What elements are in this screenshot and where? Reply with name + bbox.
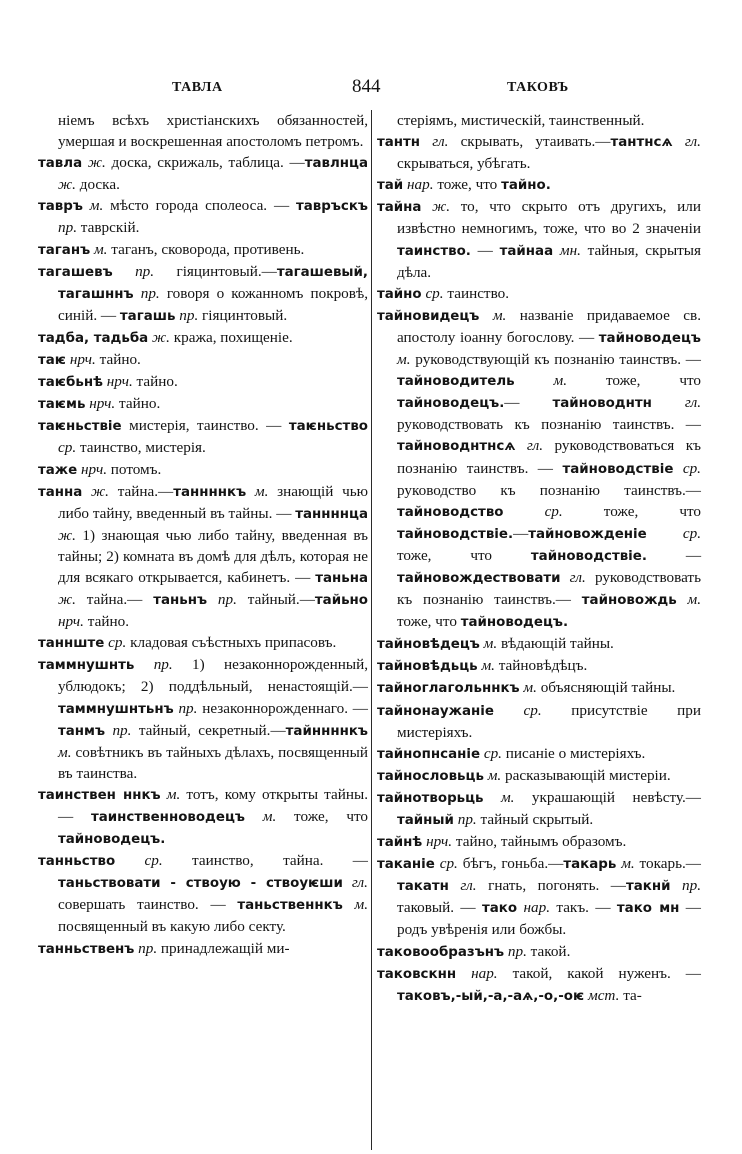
headword: тайннннкъ	[285, 723, 368, 739]
dictionary-entry	[38, 850, 368, 937]
definition-text: таврскій.	[76, 219, 140, 237]
definition-text: названіе придаваемое св. апостолу іоанну богослову. —	[397, 306, 701, 346]
definition-text: незаконнорожденнаго. —	[197, 699, 368, 717]
grammar-label: гл.	[672, 133, 701, 151]
definition-text: тоже, что	[397, 546, 531, 564]
definition-text: тайный.—	[236, 591, 315, 609]
definition-text: кладовая съѣстныхъ припасовъ.	[126, 634, 337, 652]
grammar-label: м.	[514, 372, 568, 390]
definition-text: такой.	[526, 942, 571, 960]
dictionary-entry	[377, 765, 701, 787]
definition-text: 1) знающая чью либо тайну, введенная въ тайны; 2) комната въ домѣ для дѣлъ, которая не для всякаго открывается, кабинетъ. —	[58, 526, 368, 586]
headword: таѥньство	[288, 419, 368, 435]
headword: тайьно	[314, 593, 368, 609]
headword: тайноводство	[397, 504, 504, 520]
definition-text: тайно.	[115, 395, 161, 413]
definition-text: такъ. —	[550, 899, 617, 917]
grammar-label: м.	[479, 306, 507, 324]
dictionary-entry	[377, 131, 701, 174]
grammar-label: пр.	[112, 262, 155, 280]
definition-text: тайно.	[95, 351, 141, 369]
headword: тайноводецъ.	[58, 832, 166, 848]
headword: тайный	[397, 813, 454, 828]
dictionary-entry	[377, 853, 701, 940]
definition-text: руководствовать къ познанію таинствъ. —	[397, 416, 701, 434]
headword: тайновидецъ	[377, 308, 480, 324]
dictionary-entry	[377, 655, 701, 677]
grammar-label: пр.	[134, 656, 173, 674]
headword: тайноводнтнсѧ	[397, 439, 516, 455]
definition-text: объясняющій тайны.	[536, 679, 676, 697]
headword: таѥбьнѣ	[38, 375, 103, 391]
definition-text: руководствующій къ познанію таинствъ. —	[410, 351, 701, 369]
definition-text: совѣтникъ въ тайныхъ дѣлахъ, посвященный въ таинства.	[58, 743, 368, 782]
grammar-label: ср.	[421, 284, 444, 302]
definition-text: —	[470, 241, 500, 259]
grammar-label: пр.	[133, 284, 160, 302]
definition-text: присутствіе при мистеріяхъ.	[397, 701, 701, 741]
headword: тагашевъ	[38, 264, 113, 280]
dictionary-entry	[38, 261, 368, 327]
headword: тайно	[377, 286, 422, 302]
headword: таканіе	[377, 857, 435, 873]
grammar-label: пр.	[207, 591, 237, 609]
dictionary-entry	[38, 393, 368, 415]
dictionary-entry	[377, 110, 701, 131]
headword: тайнаа	[499, 243, 554, 259]
grammar-label: гл.	[651, 394, 701, 412]
grammar-label: пр.	[504, 942, 527, 960]
definition-text: то, что скрыто отъ другихъ, или извѣстно немногимъ, тоже, что во 2 значеніи	[397, 198, 701, 238]
headword: таньнъ	[153, 593, 208, 609]
definition-text: стеріямъ, мистическій, таинственный.	[397, 112, 645, 129]
definition-text: таинство.	[443, 284, 510, 302]
dictionary-entry	[38, 371, 368, 393]
headword: таннннца	[295, 506, 368, 522]
grammar-label: пр.	[453, 811, 477, 828]
dictionary-entry	[38, 239, 368, 261]
grammar-label: пр.	[175, 306, 199, 324]
dictionary-entry	[38, 327, 368, 349]
headword: таньна	[315, 570, 368, 586]
dictionary-entry	[377, 305, 701, 633]
definition-text: тайно.	[132, 373, 178, 391]
definition-text: 1) незаконнорожденный, ублюдокъ; 2) поддѣльный, ненастоящій.—	[58, 656, 368, 696]
grammar-label: ср.	[434, 855, 458, 873]
dictionary-entry	[38, 784, 368, 850]
definition-text: тоже, что	[397, 613, 461, 631]
grammar-label: нар.	[517, 899, 550, 917]
dictionary-entry	[377, 787, 701, 831]
grammar-label: пр.	[134, 939, 158, 957]
left-column	[38, 110, 368, 960]
headword: танньство	[38, 854, 116, 870]
headword: тайновѣдьць	[377, 659, 478, 675]
grammar-label: гл.	[342, 874, 368, 892]
dictionary-entry	[38, 152, 368, 195]
headword: тантн	[377, 135, 421, 151]
grammar-label: ср.	[480, 744, 502, 762]
headword: таѥмь	[38, 397, 86, 413]
headword: таннннкъ	[173, 484, 247, 500]
headword: таньственнкъ	[237, 898, 343, 914]
headword: тайновожденіе	[528, 526, 647, 542]
definition-text: такой, какой нуженъ. —	[497, 964, 701, 982]
headword: тайноводецъ	[598, 330, 701, 346]
headword: тайноводнтн	[552, 396, 652, 412]
definition-text: мистерія, таинство. —	[121, 417, 289, 435]
headword: тавла	[38, 156, 83, 172]
definition-text: знающій чью либо тайну, введенный въ тайны. —	[58, 482, 369, 522]
headword: тагашь	[119, 308, 176, 324]
headword: тавръ	[38, 199, 83, 215]
grammar-label: нрч.	[85, 395, 116, 413]
definition-text: — родъ увѣренія или божбы.	[397, 899, 701, 939]
definition-text: мѣсто города сполеоса. —	[103, 197, 296, 215]
headword: тантнсѧ	[610, 135, 673, 151]
grammar-label: ж.	[421, 198, 451, 216]
grammar-label: м.	[90, 240, 108, 258]
grammar-label: пр.	[58, 219, 77, 237]
headword: тайно.	[501, 178, 551, 194]
headword: тайнѣ	[377, 835, 423, 851]
definition-text: руководствоваться къ познанію таинствъ. —	[397, 437, 701, 477]
grammar-label: м.	[244, 808, 277, 825]
grammar-label: м.	[477, 657, 495, 675]
headword: тайноводецъ.	[460, 615, 569, 631]
grammar-label: м.	[616, 855, 635, 873]
dictionary-entry	[377, 831, 701, 853]
headword: тайноводецъ.	[397, 396, 505, 412]
headword: тайновождествовати	[397, 570, 561, 586]
definition-text: токарь.—	[634, 855, 701, 873]
dictionary-entry	[38, 459, 368, 481]
grammar-label: м.	[160, 785, 181, 803]
grammar-label: м.	[82, 197, 104, 215]
definition-text: гіяцинтовый.—	[154, 262, 277, 280]
grammar-label: ср.	[646, 524, 701, 542]
headword: таѥ	[38, 353, 67, 369]
definition-text: руководствовать къ познанію таинствъ.—	[397, 568, 701, 609]
grammar-label: нрч.	[422, 833, 453, 851]
grammar-label: ср.	[58, 439, 77, 457]
definition-text: —	[646, 546, 702, 564]
headword: тайноводствіе.	[397, 526, 514, 542]
dictionary-entry	[38, 110, 368, 152]
headword: таинственноводецъ	[91, 810, 245, 825]
definition-text: тайный, секретный.—	[131, 721, 286, 739]
grammar-label: гл.	[420, 133, 449, 151]
headword: таинство.	[397, 243, 471, 259]
grammar-label: м.	[342, 896, 369, 914]
headword: таѥньствіе	[38, 419, 122, 435]
grammar-label: м.	[519, 679, 537, 697]
dictionary-entry	[38, 415, 368, 458]
dictionary-entry	[377, 700, 701, 743]
grammar-label: нрч.	[66, 351, 96, 369]
definition-text: тайна.—	[75, 591, 154, 609]
headword: таже	[38, 462, 78, 478]
headword: тадба, тадьба	[38, 330, 149, 346]
headword: тайноводствіе.	[530, 548, 647, 564]
grammar-label: ж.	[82, 482, 109, 500]
definition-text: гнать, погонять. —	[476, 877, 626, 895]
grammar-label: ср.	[503, 502, 563, 520]
headword: таганъ	[38, 242, 91, 258]
headword: такатн	[397, 879, 449, 895]
headword: такарь	[563, 857, 617, 873]
definition-text: писаніе о мистеріяхъ.	[501, 744, 646, 762]
grammar-label: м.	[676, 591, 702, 609]
definition-text: украшающій невѣсту.—	[514, 788, 701, 806]
grammar-label: м.	[479, 635, 498, 653]
headword: таковъ,-ый,-а,-аѧ,-о,-оѥ	[397, 988, 585, 1004]
definition-text: тоже, что	[567, 372, 701, 390]
headword: тавръскъ	[295, 199, 368, 215]
page-header	[0, 76, 742, 102]
definition-text: —	[513, 524, 529, 542]
headword: тако	[482, 901, 518, 917]
definition-text: доска.	[75, 176, 120, 194]
definition-text: кража, похищеніе.	[169, 328, 293, 346]
definition-text: таковый. —	[397, 899, 482, 917]
definition-text: принадлежащій ми-	[157, 939, 290, 957]
grammar-label: ср.	[673, 459, 701, 477]
grammar-label: гл.	[560, 568, 586, 586]
right-column	[377, 110, 701, 1007]
headword: тайнонаужаніе	[377, 703, 494, 719]
headword: тайнопнсаніе	[377, 746, 481, 762]
headword: таммнушнтьнъ	[58, 701, 174, 717]
dictionary-entry	[377, 196, 701, 282]
definition-text: гіяцинтовый.	[198, 306, 288, 324]
headword: тавлнца	[304, 156, 368, 172]
header-right-word: ТАКОВЪ	[507, 80, 569, 95]
definition-text: та-	[619, 986, 642, 1004]
definition-text: тайно.	[83, 613, 129, 631]
dictionary-entry	[377, 283, 701, 305]
definition-text: расказывающій мистеріи.	[501, 766, 671, 784]
grammar-label: гл.	[515, 437, 544, 455]
grammar-label: мн.	[553, 241, 581, 259]
definition-text: вѣдающій тайны.	[497, 635, 614, 653]
dictionary-entry	[377, 633, 701, 655]
grammar-label: нрч.	[102, 373, 133, 391]
definition-text: таинство, тайна. —	[162, 852, 368, 870]
definition-text: —	[504, 394, 553, 412]
column-divider	[371, 110, 372, 1150]
definition-text: тотъ, кому открыты тайны. —	[58, 785, 368, 825]
definition-text: тайно, тайнымъ образомъ.	[452, 833, 627, 851]
dictionary-entry	[38, 938, 368, 960]
definition-text: тайна.—	[108, 482, 174, 500]
grammar-label: нрч.	[58, 613, 84, 631]
definition-text: совершать таинство. —	[58, 896, 238, 914]
headword: таннште	[38, 636, 105, 652]
headword: тайнотворьць	[377, 790, 484, 806]
headword: таинствен ннкъ	[38, 787, 161, 803]
definition-text: тоже, что	[276, 808, 369, 825]
header-left-word: ТАВЛА	[172, 80, 223, 95]
grammar-label: ж.	[148, 328, 170, 346]
definition-text: доска, скрижаль, таблица. —	[105, 154, 305, 172]
headword: танньственъ	[38, 941, 135, 957]
definition-text: тоже, что	[562, 502, 701, 520]
headword: тайнословьць	[377, 768, 484, 784]
definition-text: тайновѣдѣцъ.	[494, 657, 588, 675]
grammar-label: ср.	[104, 634, 127, 652]
dictionary-entry	[38, 654, 368, 784]
definition-text: ніемъ всѣхъ христіанскихъ обязанностей, умершая и воскрешенная апостоломъ петромъ.	[58, 112, 368, 151]
headword: таковообразънъ	[377, 944, 505, 960]
definition-text: тайный скрытый.	[476, 811, 594, 828]
grammar-label: м.	[246, 482, 269, 500]
grammar-label: пр.	[105, 721, 132, 739]
grammar-label: гл.	[448, 877, 477, 895]
dictionary-entry	[38, 195, 368, 238]
grammar-label: нрч.	[77, 460, 107, 478]
headword: тайноводитель	[397, 374, 515, 390]
dictionary-entry	[377, 941, 701, 963]
grammar-label: мст.	[584, 986, 620, 1004]
grammar-label: ж.	[58, 526, 76, 544]
dictionary-entry	[377, 174, 701, 196]
definition-text: тоже, что	[433, 176, 502, 194]
dictionary-entry	[377, 677, 701, 699]
grammar-label: м.	[397, 351, 411, 369]
definition-text: руководство къ познанію таинствъ.—	[397, 481, 701, 499]
headword: тагашевый, тагашннъ	[58, 264, 368, 302]
dictionary-entry	[38, 481, 368, 633]
definition-text: скрываться, убѣгать.	[397, 155, 531, 173]
headword: таньствовати - ствоую - ствоуѥши	[58, 876, 343, 892]
headword: тайноводствіе	[562, 461, 674, 477]
grammar-label: ср.	[115, 852, 163, 870]
grammar-label: м.	[58, 743, 72, 761]
headword: тайновождь	[581, 593, 677, 609]
definition-text: говоря о кожанномъ покровѣ, синій. —	[58, 284, 368, 324]
definition-text: бѣгъ, гоньба.—	[457, 855, 564, 873]
grammar-label: ж.	[82, 154, 106, 172]
grammar-label: ж.	[58, 176, 76, 194]
headword: тайна	[377, 200, 422, 216]
headword: тай	[377, 178, 404, 194]
dictionary-entry	[377, 743, 701, 765]
headword: такнй	[625, 879, 671, 895]
grammar-label: нар.	[456, 964, 498, 982]
headword: тако мн	[616, 901, 680, 917]
definition-text: потомъ.	[107, 460, 162, 478]
definition-text: скрывать, утаивать.—	[448, 133, 611, 151]
dictionary-entry	[377, 963, 701, 1007]
dictionary-entry	[38, 632, 368, 654]
headword: тайноглагольннкъ	[377, 681, 520, 697]
headword: танна	[38, 484, 83, 500]
grammar-label: нар.	[403, 176, 434, 194]
grammar-label: м.	[483, 766, 502, 784]
definition-text: таинство, мистерія.	[76, 439, 206, 457]
definition-text: таганъ, сковорода, противень.	[107, 240, 305, 258]
grammar-label: м.	[483, 788, 515, 806]
definition-text: посвященный въ какую либо секту.	[58, 918, 286, 936]
headword: тайновѣдецъ	[377, 637, 480, 653]
grammar-label: пр.	[173, 699, 198, 717]
headword: таммнушнть	[38, 658, 135, 674]
headword: танмъ	[58, 723, 106, 739]
grammar-label: ср.	[493, 701, 542, 719]
grammar-label: ж.	[58, 591, 76, 609]
headword: таковскнн	[377, 966, 457, 982]
dictionary-entry	[38, 349, 368, 371]
page-number: 844	[352, 76, 381, 97]
definition-text: тайныя, скрытыя дѣла.	[397, 241, 701, 281]
grammar-label: пр.	[670, 877, 701, 895]
